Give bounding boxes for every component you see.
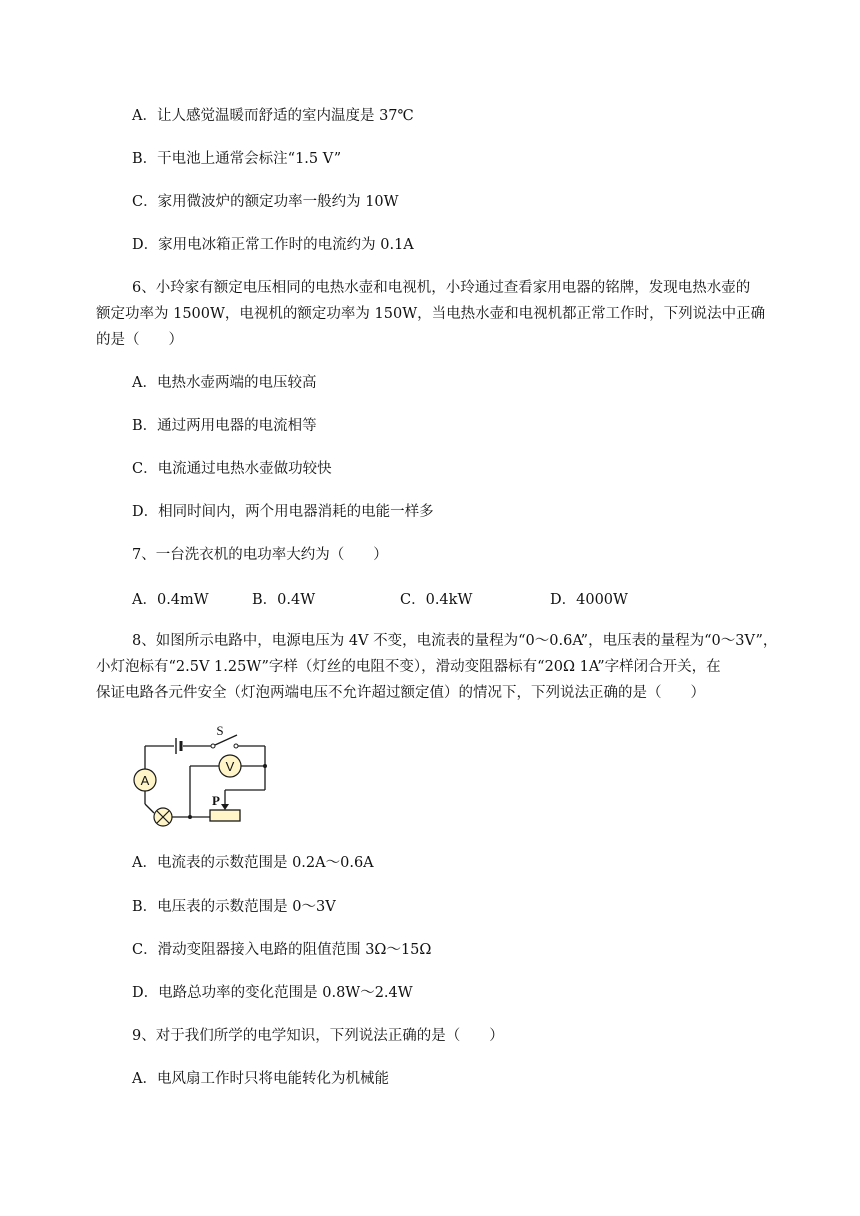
q7-option-a: A．0.4mW (132, 592, 209, 608)
q5-option-b: B．干电池上通常会标注“1.5 V” (132, 151, 342, 167)
q7-option-b: B．0.4W (252, 592, 316, 608)
q5-option-d: D．家用电冰箱正常工作时的电流约为 0.1A (132, 237, 414, 253)
q9-option-a: A．电风扇工作时只将电能转化为机械能 (132, 1071, 389, 1087)
q6-option-c: C．电流通过电热水壶做功较快 (132, 461, 332, 477)
q8-stem-line-3: 保证电路各元件安全（灯泡两端电压不允许超过额定值）的情况下，下列说法正确的是（ ） (96, 685, 705, 701)
q7-option-c: C．0.4kW (400, 592, 473, 608)
q6-stem-line-1: 6、小玲家有额定电压相同的电热水壶和电视机，小玲通过查看家用电器的铭牌，发现电热水壶的 (132, 280, 751, 296)
q6-option-d: D．相同时间内，两个用电器消耗的电能一样多 (132, 504, 434, 520)
q6-option-a: A．电热水壶两端的电压较高 (132, 375, 317, 391)
q8-stem-line-2: 小灯泡标有“2.5V 1.25W”字样（灯丝的电阻不变），滑动变阻器标有“20Ω 1A”字样闭合开关，在 (96, 659, 721, 675)
q5-option-a: A．让人感觉温暖而舒适的室内温度是 37℃ (132, 108, 414, 124)
q7-options-row (132, 588, 732, 608)
switch-label: S (216, 723, 224, 738)
circuit-diagram (126, 720, 276, 830)
ammeter-label: A (140, 773, 150, 788)
q9-stem: 9、对于我们所学的电学知识，下列说法正确的是（ ） (132, 1028, 504, 1044)
q6-stem-line-3: 的是（ ） (96, 332, 183, 348)
q8-option-b: B．电压表的示数范围是 0～3V (132, 899, 336, 915)
q8-stem-line-1: 8、如图所示电路中，电源电压为 4V 不变，电流表的量程为“0～0.6A”，电压表的量程为“0～3V”， (132, 633, 778, 649)
q8-option-c: C．滑动变阻器接入电路的阻值范围 3Ω～15Ω (132, 942, 432, 958)
q6-option-b: B．通过两用电器的电流相等 (132, 418, 317, 434)
slider-label: P (212, 793, 220, 808)
q7-stem: 7、一台洗衣机的电功率大约为（ ） (132, 547, 388, 563)
voltmeter-label: V (225, 759, 235, 774)
q7-option-d: D．4000W (550, 592, 628, 608)
q8-option-d: D．电路总功率的变化范围是 0.8W～2.4W (132, 985, 413, 1001)
q5-option-c: C．家用微波炉的额定功率一般约为 10W (132, 194, 399, 210)
q6-stem-line-2: 额定功率为 1500W，电视机的额定功率为 150W，当电热水壶和电视机都正常工作时，下列说法中正确 (96, 306, 766, 322)
q8-option-a: A．电流表的示数范围是 0.2A～0.6A (132, 855, 374, 871)
